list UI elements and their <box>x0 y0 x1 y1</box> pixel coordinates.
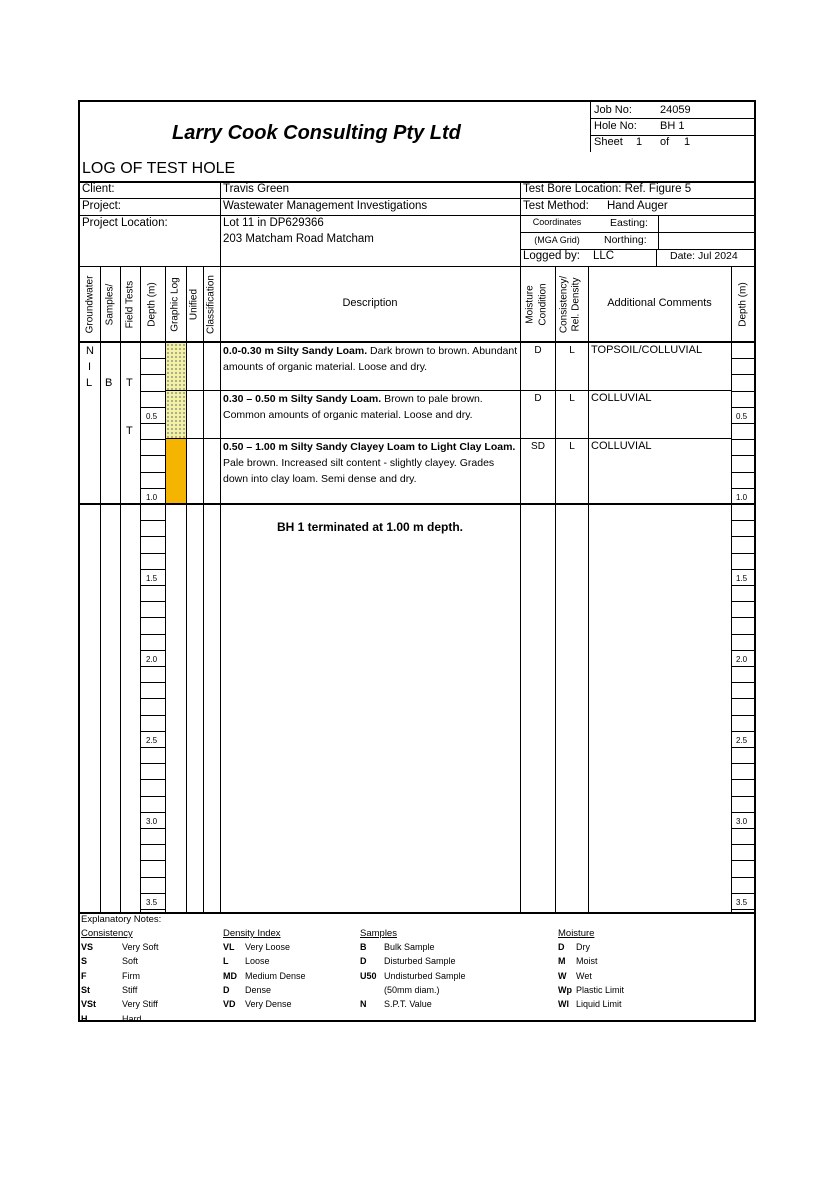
legend-name: Soft <box>122 956 139 967</box>
moisture-title: Moisture <box>558 928 595 939</box>
legend-name: Plastic Limit <box>576 984 625 995</box>
depth-tick <box>140 391 165 392</box>
depth-tick <box>140 715 165 716</box>
depth-tick <box>731 763 756 764</box>
borehole-log-sheet <box>78 100 756 1022</box>
depth-tick <box>731 601 756 602</box>
col-rel-density: Rel. Density <box>570 277 582 332</box>
depth-tick <box>140 520 165 521</box>
depth-tick <box>731 828 756 829</box>
depth-tick <box>140 439 165 440</box>
depth-tick <box>140 893 165 894</box>
depth-label: 0.5 <box>146 412 158 421</box>
depth-tick <box>731 860 756 861</box>
depth-tick <box>140 455 165 456</box>
legend-code: VD <box>223 999 236 1010</box>
project-value: Wastewater Management Investigations <box>223 200 428 212</box>
depth-tick <box>140 844 165 845</box>
depth-label: 3.5 <box>736 898 748 907</box>
depth-tick <box>140 731 165 732</box>
layer-3-comment: COLLUVIAL <box>591 440 652 452</box>
depth-label: 1.0 <box>146 493 158 502</box>
legend-code: D <box>558 942 565 952</box>
depth-label: 3.0 <box>736 817 748 826</box>
of-label: of <box>660 136 670 148</box>
legend-code: L <box>223 956 229 967</box>
col-depth-right: Depth (m) <box>737 282 749 327</box>
legend-code: B <box>360 942 367 952</box>
layer-1-moisture: D <box>534 345 542 356</box>
logged-by-label: Logged by: <box>523 250 580 262</box>
sheet-number: 1 <box>636 136 643 148</box>
layer-2-description <box>223 391 519 423</box>
layer-3-moisture: SD <box>531 441 545 452</box>
legend-code: D <box>223 984 230 995</box>
layer-2-comment: COLLUVIAL <box>591 392 652 404</box>
depth-tick <box>140 650 165 651</box>
depth-tick <box>140 634 165 635</box>
col-unified: Unified <box>188 288 200 321</box>
sheet-label: Sheet <box>594 136 623 148</box>
depth-label: 2.5 <box>146 736 158 745</box>
depth-tick <box>140 374 165 375</box>
depth-tick <box>140 617 165 618</box>
depth-tick <box>140 909 165 910</box>
company-name: Larry Cook Consulting Pty Ltd <box>172 122 461 144</box>
layer-1-consistency: L <box>569 345 575 356</box>
termination-note: BH 1 terminated at 1.00 m depth. <box>276 520 464 534</box>
test-method-label: Test Method: <box>523 200 589 212</box>
depth-tick <box>731 553 756 554</box>
depth-label: 1.5 <box>146 574 158 583</box>
depth-label: 2.0 <box>146 655 158 664</box>
layer-3-description <box>223 439 519 487</box>
depth-tick <box>731 747 756 748</box>
log-title: LOG OF TEST HOLE <box>82 160 236 177</box>
layer-2-moisture: D <box>534 393 542 404</box>
layer-1-comment: TOPSOIL/COLLUVIAL <box>591 344 703 356</box>
col-graphic-log: Graphic Log <box>169 277 181 332</box>
legend-name: Undisturbed Sample <box>384 970 466 981</box>
depth-tick <box>731 666 756 667</box>
depth-tick <box>140 569 165 570</box>
depth-tick <box>731 520 756 521</box>
layer-3-consistency: L <box>569 441 575 452</box>
col-samples: Samples/ <box>104 283 116 326</box>
layer-1-text: Dark brown to brown. Abundant amounts of organic material. Loose and dry. <box>223 345 518 373</box>
depth-tick <box>731 358 756 359</box>
depth-label: 2.5 <box>736 736 748 745</box>
depth-label: 0.5 <box>736 412 748 421</box>
legend-code: St <box>81 984 90 995</box>
samples-title: Samples <box>360 928 397 939</box>
depth-tick <box>731 617 756 618</box>
legend-name: Very Soft <box>122 942 159 952</box>
depth-tick <box>731 569 756 570</box>
legend-code: VSt <box>81 999 97 1010</box>
client-label: Client: <box>82 183 115 195</box>
legend-code: M <box>558 956 566 967</box>
depth-tick <box>140 488 165 489</box>
legend-code: U50 <box>360 970 377 981</box>
depth-tick <box>140 504 165 505</box>
depth-tick <box>140 423 165 424</box>
depth-tick <box>731 844 756 845</box>
depth-tick <box>140 601 165 602</box>
legend-code: Wp <box>558 984 572 995</box>
legend-name: Loose <box>245 956 270 967</box>
depth-tick <box>140 796 165 797</box>
groundwater-i: I <box>88 361 92 373</box>
consistency-title: Consistency <box>81 928 133 939</box>
col-additional-comments: Additional Comments <box>607 297 712 309</box>
depth-tick <box>731 439 756 440</box>
layer-2-text: Brown to pale brown. Common amounts of organic material. Loose and dry. <box>223 393 483 421</box>
depth-tick <box>731 374 756 375</box>
depth-tick <box>731 634 756 635</box>
col-depth: Depth (m) <box>146 282 158 327</box>
depth-tick <box>731 455 756 456</box>
layer-3-text: Pale brown. Increased silt content - slightly clayey. Grades down into clay loam. Semi dense and dry. <box>223 457 495 485</box>
job-no-label: Job No: <box>594 104 632 116</box>
depth-tick <box>731 488 756 489</box>
layer-2-consistency: L <box>569 393 575 404</box>
legend-code: MD <box>223 970 237 981</box>
layer-2-title: 0.30 – 0.50 m Silty Sandy Loam. <box>223 393 382 405</box>
depth-tick <box>140 666 165 667</box>
depth-tick <box>731 698 756 699</box>
legend-code: N <box>360 999 367 1010</box>
field-test-mark-1: T <box>126 377 133 389</box>
legend-name: Very Stiff <box>122 999 158 1010</box>
depth-label: 3.0 <box>146 817 158 826</box>
legend-name: Liquid Limit <box>576 999 622 1010</box>
depth-tick <box>140 828 165 829</box>
depth-label: 2.0 <box>736 655 748 664</box>
depth-tick <box>731 423 756 424</box>
legend-name: (50mm diam.) <box>384 984 440 995</box>
depth-tick <box>140 358 165 359</box>
grid-label: (MGA Grid) <box>534 235 580 245</box>
legend-name: Very Loose <box>245 942 291 952</box>
job-no-value: 24059 <box>660 104 691 116</box>
legend-name: Dense <box>245 984 272 995</box>
hole-no-value: BH 1 <box>660 120 685 132</box>
depth-tick <box>731 893 756 894</box>
graphic-log-layer-3 <box>166 439 186 504</box>
depth-tick <box>140 812 165 813</box>
notes-title: Explanatory Notes: <box>81 914 162 925</box>
col-consistency: Consistency/ <box>558 275 570 334</box>
col-groundwater: Groundwater <box>84 275 96 334</box>
depth-tick <box>140 472 165 473</box>
depth-tick <box>140 860 165 861</box>
depth-tick <box>731 585 756 586</box>
depth-tick <box>731 407 756 408</box>
depth-tick <box>140 407 165 408</box>
sheet-total: 1 <box>684 136 691 148</box>
depth-label: 3.5 <box>146 898 158 907</box>
legend-name: Stiff <box>122 984 138 995</box>
groundwater-n: N <box>86 345 94 357</box>
depth-tick <box>731 812 756 813</box>
legend-name: Medium Dense <box>245 970 306 981</box>
depth-tick <box>140 682 165 683</box>
easting-label: Easting: <box>610 217 648 229</box>
field-test-mark-2: T <box>126 425 133 437</box>
depth-tick <box>731 682 756 683</box>
depth-tick <box>140 698 165 699</box>
depth-tick <box>731 715 756 716</box>
layer-3-title: 0.50 – 1.00 m Silty Sandy Clayey Loam to Light Clay Loam. <box>223 441 516 453</box>
legend-code: Wl <box>558 999 569 1010</box>
legend-name: Dry <box>576 942 590 952</box>
legend-name: Disturbed Sample <box>384 956 456 967</box>
northing-label: Northing: <box>604 234 647 246</box>
depth-tick <box>731 650 756 651</box>
depth-tick <box>140 585 165 586</box>
layer-1-title: 0.0-0.30 m Silty Sandy Loam. <box>223 345 368 357</box>
legend-name: Very Dense <box>245 999 292 1010</box>
depth-tick <box>731 391 756 392</box>
depth-tick <box>140 763 165 764</box>
client-value: Travis Green <box>223 183 290 195</box>
depth-label: 1.0 <box>736 493 748 502</box>
legend-name: Firm <box>122 970 140 981</box>
depth-tick <box>731 909 756 910</box>
project-label: Project: <box>82 200 121 212</box>
depth-tick <box>731 504 756 505</box>
sample-bulk-mark: B <box>105 377 113 389</box>
legend-name: Bulk Sample <box>384 942 435 952</box>
depth-tick <box>731 877 756 878</box>
location-line1: Lot 11 in DP629366 <box>223 217 324 229</box>
depth-tick <box>731 472 756 473</box>
depth-tick <box>140 779 165 780</box>
graphic-log-layer-1 <box>166 343 186 391</box>
depth-label: 1.5 <box>736 574 748 583</box>
col-classification: Classification <box>205 275 217 334</box>
col-condition: Condition <box>537 283 549 326</box>
graphic-log-layer-2 <box>166 391 186 439</box>
depth-tick <box>140 553 165 554</box>
depth-tick <box>731 779 756 780</box>
depth-tick <box>731 796 756 797</box>
legend-code: H <box>81 1013 88 1024</box>
layer-1-description <box>223 343 519 375</box>
col-description: Description <box>342 297 398 309</box>
depth-tick <box>731 536 756 537</box>
bore-location: Test Bore Location: Ref. Figure 5 <box>523 183 692 195</box>
legend-code: D <box>360 956 367 967</box>
location-line2: 203 Matcham Road Matcham <box>223 233 374 245</box>
hole-no-label: Hole No: <box>594 120 637 132</box>
legend-code: VS <box>81 942 94 952</box>
depth-tick <box>731 731 756 732</box>
legend-code: VL <box>223 942 235 952</box>
location-label: Project Location: <box>82 217 168 229</box>
legend-name: S.P.T. Value <box>384 999 432 1010</box>
legend-name: Hard <box>122 1013 142 1024</box>
col-moisture: Moisture <box>524 285 536 324</box>
coordinates-label: Coordinates <box>532 217 582 227</box>
legend-name: Moist <box>576 956 598 967</box>
col-field-tests: Field Tests <box>124 280 136 329</box>
test-method-value: Hand Auger <box>607 200 668 212</box>
legend-code: F <box>81 970 87 981</box>
groundwater-l: L <box>86 377 93 389</box>
depth-tick <box>140 747 165 748</box>
depth-tick <box>140 536 165 537</box>
log-date: Date: Jul 2024 <box>670 250 738 262</box>
logged-by-value: LLC <box>593 250 615 262</box>
legend-code: S <box>81 956 88 967</box>
density-title: Density Index <box>223 928 281 939</box>
depth-tick <box>140 877 165 878</box>
legend-code: W <box>558 970 567 981</box>
legend-name: Wet <box>576 970 592 981</box>
